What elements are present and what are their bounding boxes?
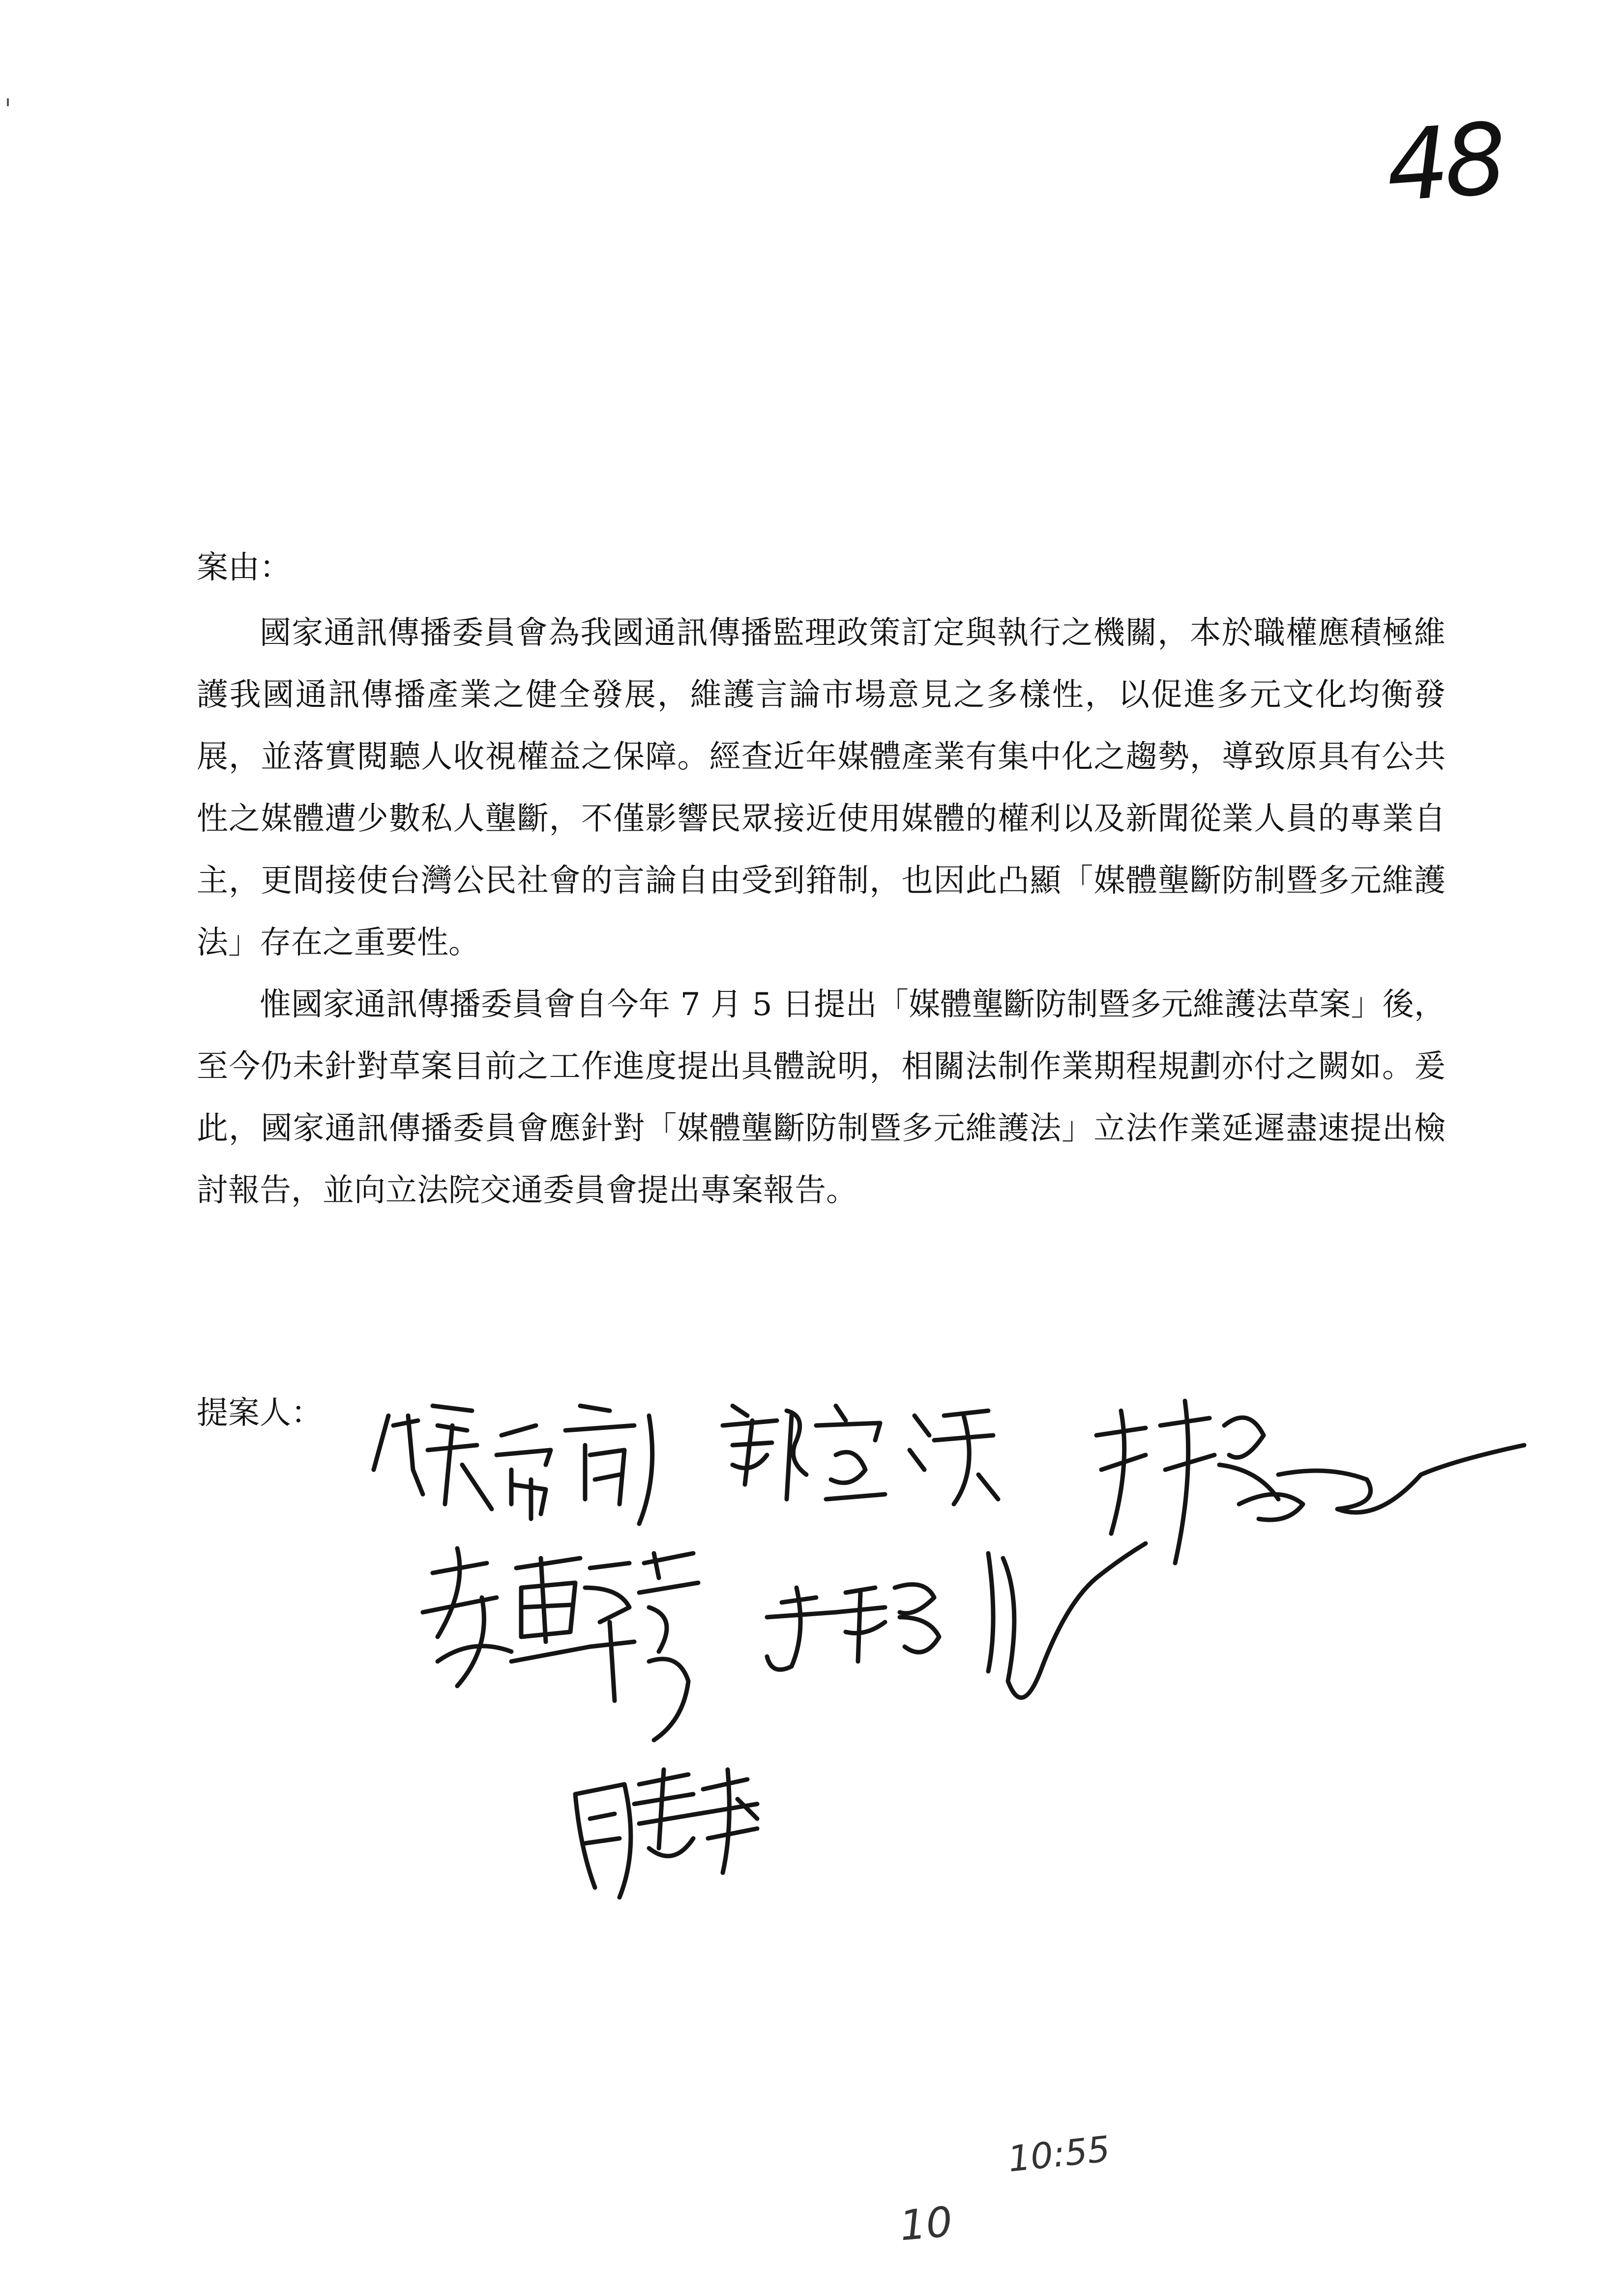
case-heading: 案由：: [197, 550, 291, 586]
case-body: [197, 602, 1446, 1221]
signature-5: [767, 1543, 1146, 1698]
proposer-label: 提案人：: [197, 1395, 323, 1431]
signature-1: [374, 1406, 652, 1524]
handwritten-page-number: 48: [1383, 102, 1506, 224]
signature-3: [1096, 1401, 1524, 1563]
handwritten-time-note: 10:55: [1006, 2128, 1112, 2180]
signature-6: [575, 1770, 757, 1897]
scan-mark: [7, 98, 9, 106]
signature-4: [423, 1548, 698, 1740]
paragraph-1: 國家通訊傳播委員會為我國通訊傳播監理政策訂定與執行之機關，本於職權應積極維護我國通訊傳播產業之健全發展，維護言論市場意見之多樣性，以促進多元文化均衡發展，並落實閱聽人收視權益之保障。經查近年媒體產業有集中化之趨勢，導致原具有公共性之媒體遭少數私人壟斷，不僅影響民眾接近使用媒體的權利以及新聞從業人員的專業自主，更間接使台灣公民社會的言論自由受到箝制，也因此凸顯「媒體壟斷防制暨多元維護法」存在之重要性。: [197, 615, 1446, 961]
signature-2: [723, 1406, 998, 1504]
handwritten-count-note: 10: [897, 2197, 954, 2250]
paragraph-2: 惟國家通訊傳播委員會自今年 7 月 5 日提出「媒體壟斷防制暨多元維護法草案」後，至今仍未針對草案目前之工作進度提出具體說明，相關法制作業期程規劃亦付之闕如。爰此，國家通訊傳播委員會應針對「媒體壟斷防制暨多元維護法」立法作業延遲盡速提出檢討報告，並向立法院交通委員會提出專案報告。: [197, 987, 1446, 1209]
